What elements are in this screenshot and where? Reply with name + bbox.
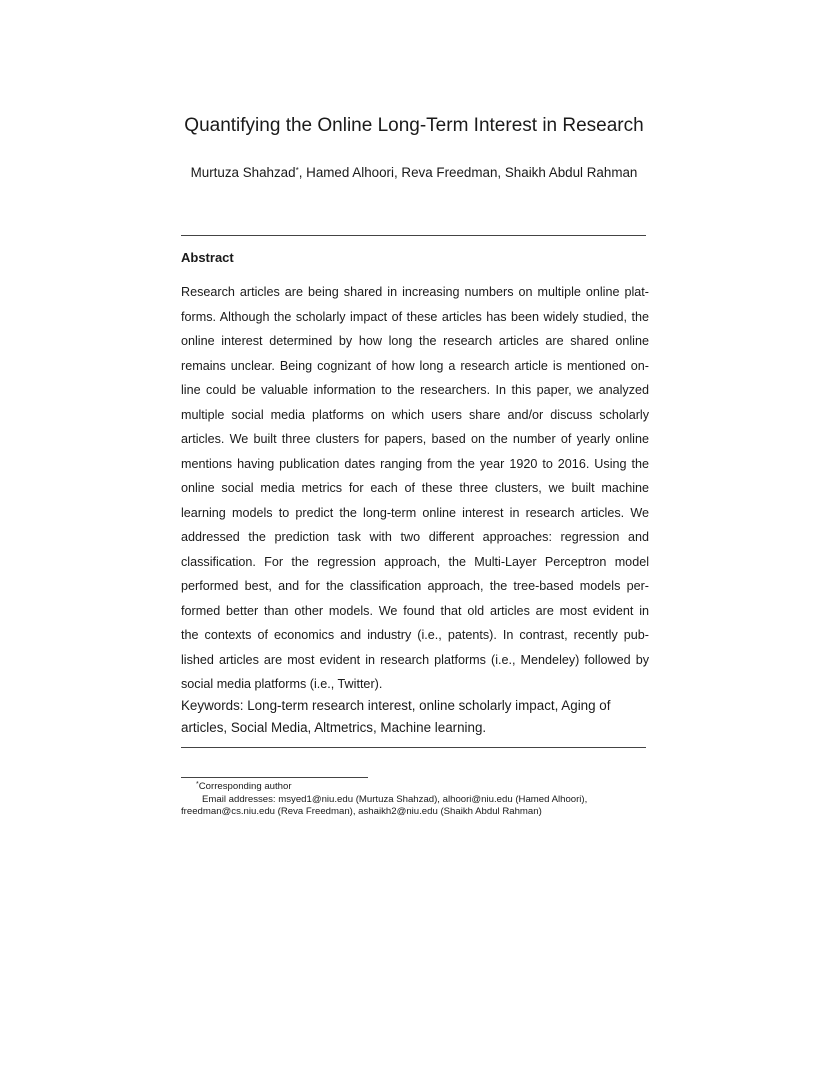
paper-title: Quantifying the Online Long-Term Interest in Research (184, 115, 644, 136)
abstract-line: addressed the prediction task with two different approaches: regression and (181, 530, 649, 544)
abstract-line: remains unclear. Being cognizant of how long a research article is mentioned on- (181, 358, 649, 373)
abstract-line: learning models to predict the long-term online interest in research articles. We (181, 505, 649, 520)
abstract-line: line could be valuable information to the researchers. In this paper, we analyzed (181, 383, 649, 397)
footnote-mark: * (196, 781, 199, 788)
abstract-line: Research articles are being shared in increasing numbers on multiple online plat- (181, 285, 649, 299)
abstract-line: formed better than other models. We found that old articles are most evident in (181, 603, 649, 618)
footnote-rule (181, 777, 368, 778)
abstract-line: lished articles are most evident in research platforms (i.e., Mendeley) followed by (181, 652, 649, 667)
abstract-line: social media platforms (i.e., Twitter). (181, 677, 383, 691)
abstract-line: multiple social media platforms on which users share and/or discuss scholarly (181, 407, 649, 422)
abstract-line: articles. We built three clusters for papers, based on the number of yearly online (181, 432, 649, 446)
abstract-bottom-rule (181, 747, 646, 748)
co-author-names: , Hamed Alhoori, Reva Freedman, Shaikh Abdul Rahman (298, 165, 638, 180)
footnotes (181, 781, 611, 819)
abstract-line: classification. For the regression approach, the Multi-Layer Perceptron model (181, 554, 649, 569)
abstract-line: forms. Although the scholarly impact of these articles has been widely studied, the (181, 309, 649, 324)
footnote-email-addresses: Email addresses: msyed1@niu.edu (Murtuza Shahzad), alhoori@niu.edu (Hamed Alhoori), freedman@cs.niu.edu (Reva Freedman), ashaikh2@niu.edu (Shaikh Abdul Rahman) (181, 793, 588, 817)
footnote-corresponding-text: Corresponding author (198, 781, 292, 792)
abstract-line: performed best, and for the classification approach, the tree-based models per- (181, 579, 649, 593)
abstract-heading: Abstract (181, 250, 234, 265)
author-list (0, 164, 828, 182)
corresponding-author-mark: * (295, 166, 299, 175)
abstract-line: the contexts of economics and industry (i.e., patents). In contrast, recently pub- (181, 628, 649, 642)
footnote-corresponding-author (181, 781, 611, 794)
abstract-top-rule (181, 235, 646, 236)
author-name: Murtuza Shahzad (190, 165, 296, 180)
keywords: Keywords: Long-term research interest, online scholarly impact, Aging of articles, Social Media, Altmetrics, Machine learning. (181, 698, 611, 735)
abstract-body (181, 280, 649, 697)
abstract-line: mentions having publication dates ranging from the year 1920 to 2016. Using the (181, 456, 649, 471)
abstract-line: online social media metrics for each of these three clusters, we built machine (181, 481, 649, 495)
abstract-line: online interest determined by how long the research articles are shared online (181, 334, 649, 348)
